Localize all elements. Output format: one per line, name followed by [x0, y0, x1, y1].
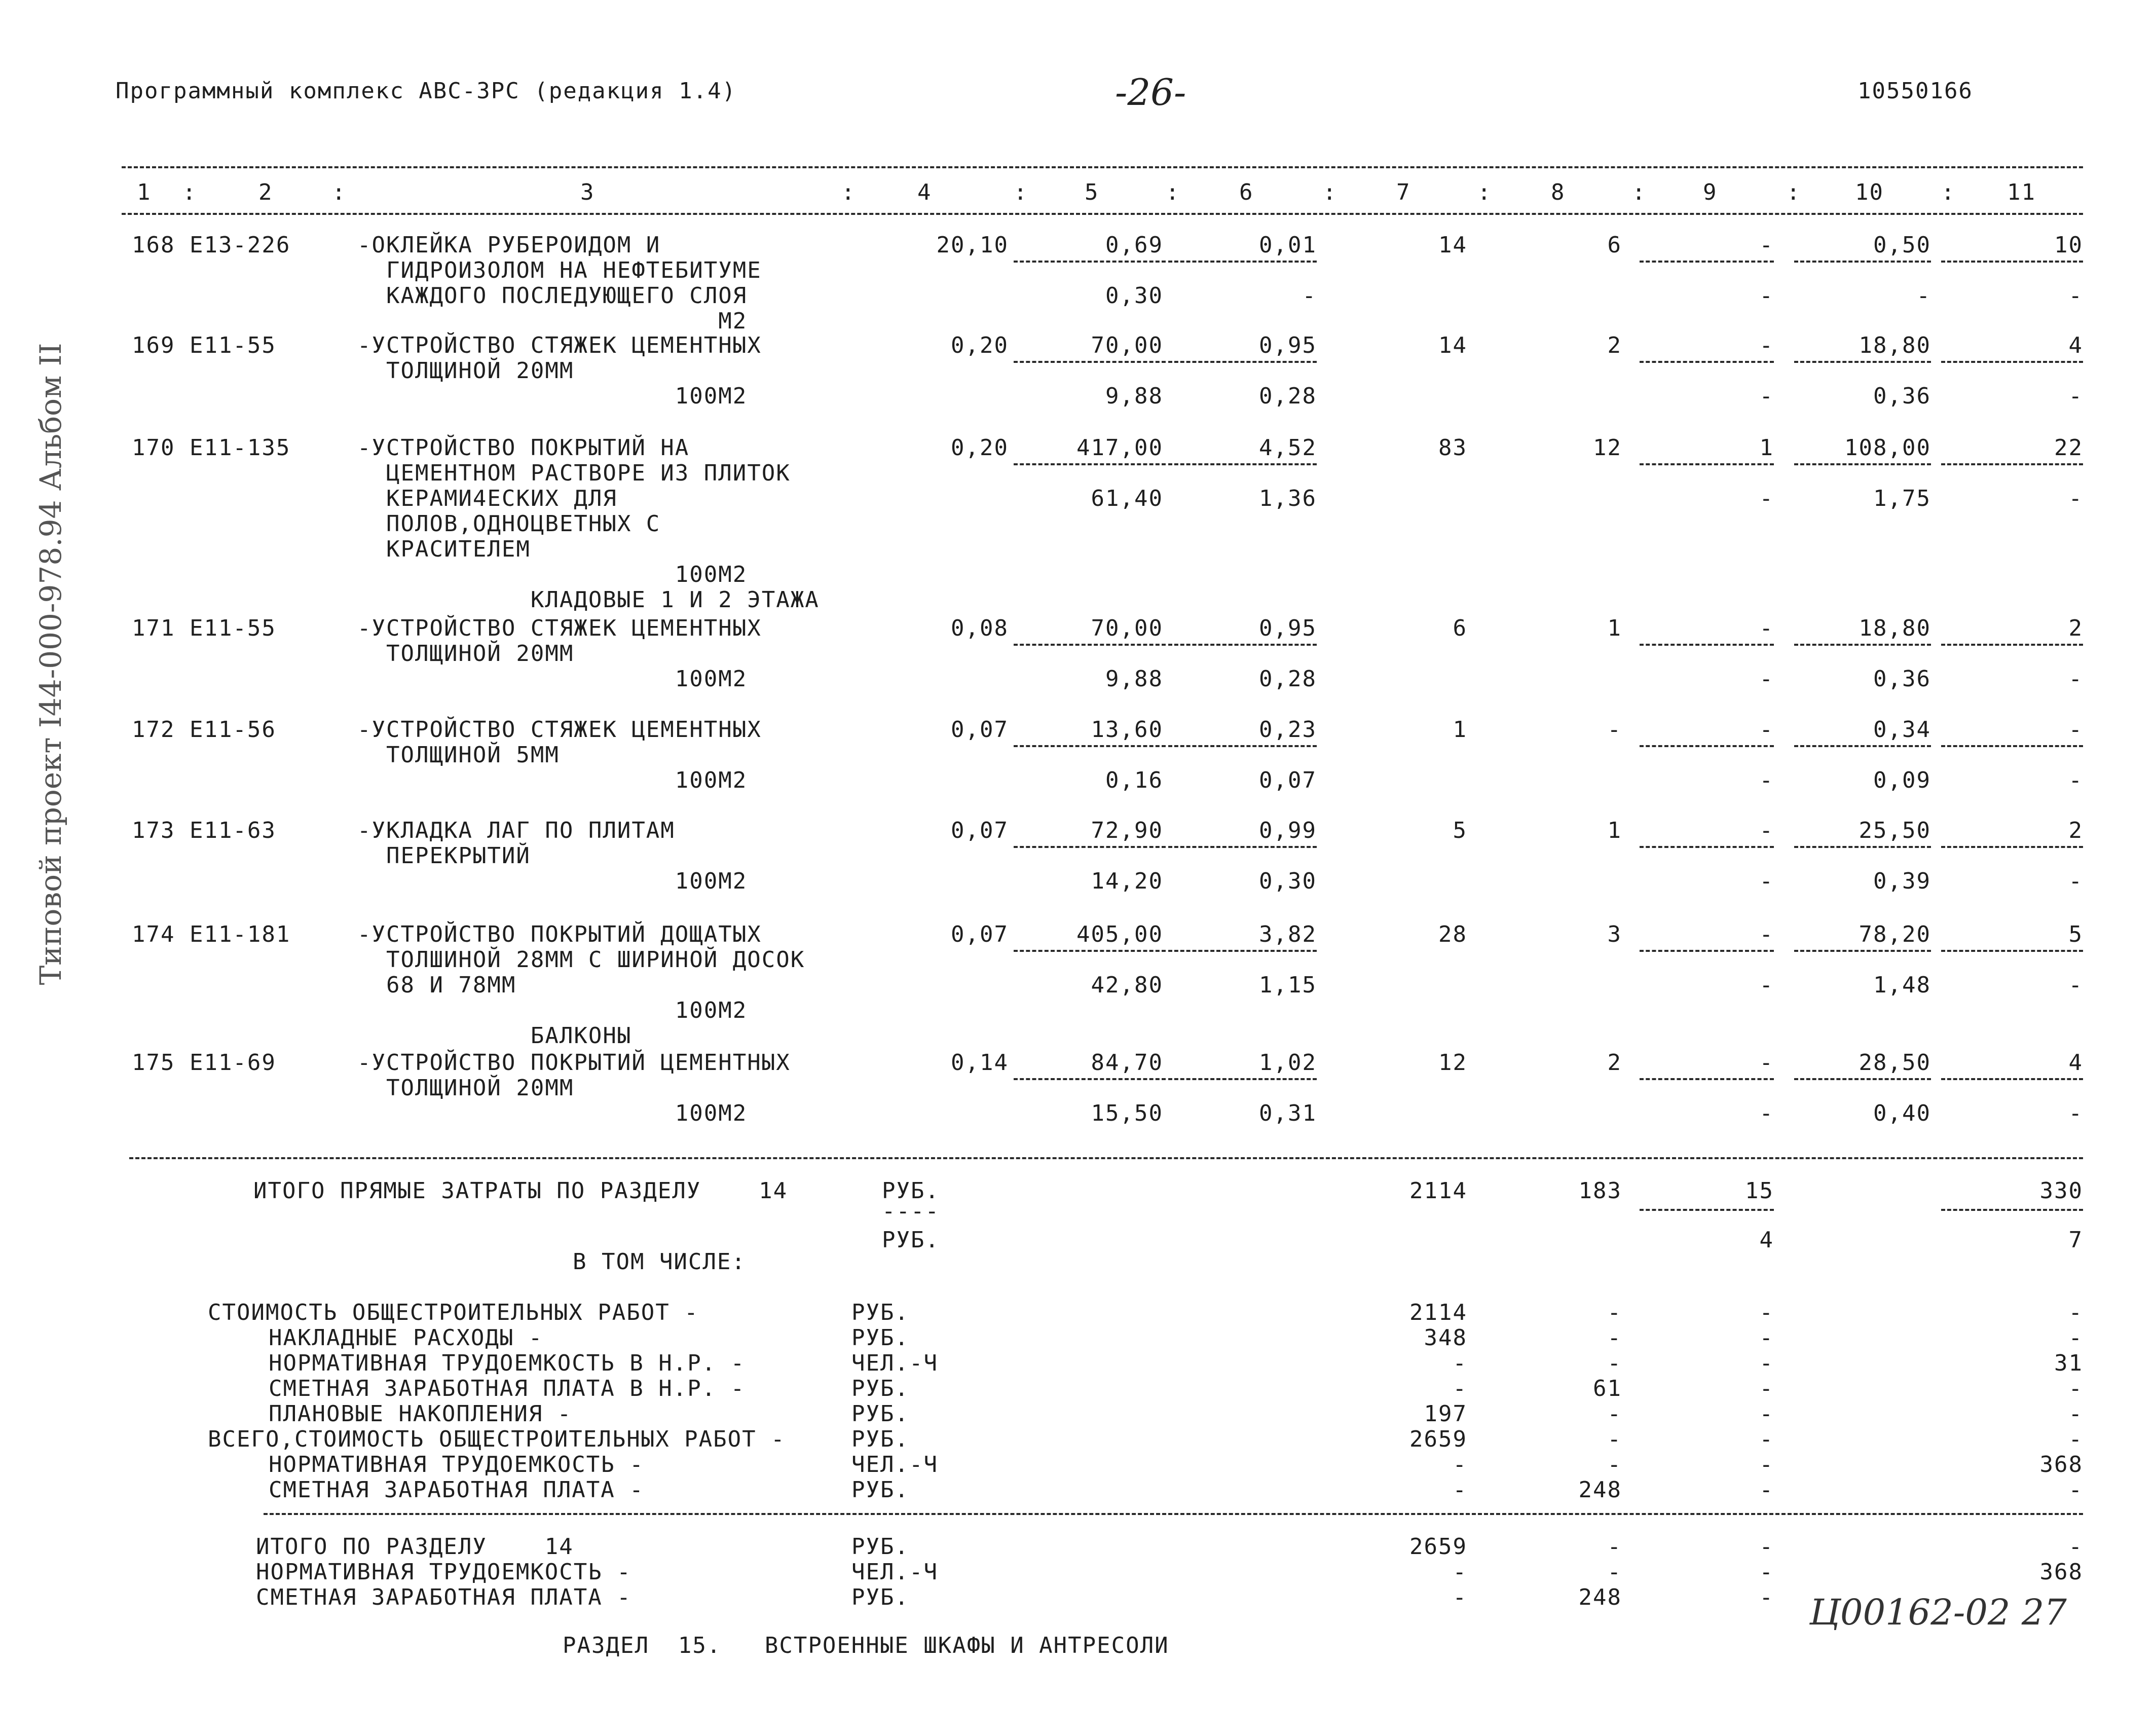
row-description: ПЕРЕКРЫТИЙ [357, 843, 531, 869]
cell-divider [1014, 361, 1166, 363]
cell-c11: 22 [2054, 435, 2083, 461]
cell-c8: 3 [1607, 921, 1622, 947]
breakdown-label: ПЛАНОВЫЕ НАКОПЛЕНИЯ - [269, 1401, 572, 1427]
total-label: СМЕТНАЯ ЗАРАБОТНАЯ ПЛАТА - [256, 1584, 631, 1610]
cell-c7: 5 [1453, 818, 1467, 843]
row-code: 169 Е11-55 [132, 333, 276, 358]
cell-divider [1941, 361, 2083, 363]
cell-c9: - [1759, 232, 1774, 258]
cell-c10: 28,50 [1859, 1050, 1931, 1076]
total-c9: - [1759, 1559, 1774, 1585]
row-description: М2 [357, 308, 748, 334]
cell-c9: - [1759, 1100, 1774, 1126]
total-c9: - [1759, 1584, 1774, 1610]
breakdown-c11: - [2068, 1376, 2083, 1401]
cell-divider [1640, 1078, 1774, 1080]
cell-c8: 2 [1607, 1050, 1622, 1076]
cell-c11: 4 [2068, 333, 2083, 358]
cell-divider [1014, 261, 1166, 263]
cell-c5: 70,00 [1091, 333, 1163, 358]
breakdown-c9: - [1759, 1325, 1774, 1351]
subtotal-c9b: 4 [1759, 1227, 1774, 1253]
column-header-3: 3 [580, 179, 595, 205]
breakdown-unit: ЧЕЛ.-Ч [851, 1350, 938, 1376]
cell-c4: 0,08 [951, 615, 1009, 641]
column-header-4: 4 [917, 179, 932, 205]
cell-c11: 2 [2068, 818, 2083, 843]
breakdown-c8: - [1607, 1426, 1622, 1452]
cell-divider [1941, 846, 2083, 848]
cell-c4: 0,14 [951, 1050, 1009, 1076]
cell-c6: 1,36 [1259, 486, 1317, 511]
row-description: ТОЛЩИНОЙ 20ММ [357, 641, 574, 667]
breakdown-c11: - [2068, 1300, 2083, 1325]
cell-c6: 0,30 [1259, 868, 1317, 894]
cell-c8: 1 [1607, 818, 1622, 843]
cell-c6: - [1302, 283, 1317, 309]
total-unit: РУБ. [851, 1534, 909, 1560]
cell-divider [1794, 261, 1931, 263]
cell-c10: 0,36 [1873, 383, 1931, 409]
cell-c4: 0,07 [951, 717, 1009, 743]
cell-c11: - [2068, 868, 2083, 894]
column-separator-4: : [1014, 179, 1028, 205]
cell-divider [1794, 950, 1931, 952]
cell-c11: - [2068, 666, 2083, 692]
row-description: ТОЛЩИНОЙ 20ММ [357, 358, 574, 384]
subtotal-divider [1941, 1209, 2083, 1211]
next-section-title: РАЗДЕЛ 15. ВСТРОЕННЫЕ ШКАФЫ И АНТРЕСОЛИ [563, 1633, 1169, 1658]
subtotal-c9: 15 [1745, 1178, 1774, 1204]
breakdown-unit: РУБ. [851, 1325, 909, 1351]
cell-c5: 9,88 [1105, 666, 1163, 692]
cell-c5: 0,30 [1105, 283, 1163, 309]
cell-c9: - [1759, 868, 1774, 894]
cell-c10: 1,75 [1873, 486, 1931, 511]
cell-c10: 78,20 [1859, 921, 1931, 947]
cell-divider [1014, 846, 1166, 848]
breakdown-unit: ЧЕЛ.-Ч [851, 1452, 938, 1478]
cell-c8: 2 [1607, 333, 1622, 358]
cell-divider [1014, 745, 1166, 747]
row-description: 100М2 [357, 868, 748, 894]
breakdown-c7: 2659 [1409, 1426, 1467, 1452]
subtotal-divider [1640, 1209, 1774, 1211]
cell-c7: 12 [1438, 1050, 1467, 1076]
row-description: -ОКЛЕЙКА РУБЕРОИДОМ И [357, 232, 661, 258]
breakdown-label: СТОИМОСТЬ ОБЩЕСТРОИТЕЛЬНЫХ РАБОТ - [208, 1300, 699, 1325]
cell-c10: 108,00 [1844, 435, 1931, 461]
cell-c6: 0,95 [1259, 615, 1317, 641]
breakdown-unit: РУБ. [851, 1300, 909, 1325]
cell-c7: 14 [1438, 333, 1467, 358]
breakdown-label: СМЕТНАЯ ЗАРАБОТНАЯ ПЛАТА В Н.Р. - [269, 1376, 746, 1401]
row-description: ТОЛШИНОЙ 28ММ С ШИРИНОЙ ДОСОК [357, 947, 805, 973]
cell-divider [1168, 463, 1317, 465]
cell-divider [1794, 745, 1931, 747]
cell-c8: - [1607, 717, 1622, 743]
cell-divider [1014, 463, 1166, 465]
cell-c7: 14 [1438, 232, 1467, 258]
cell-divider [1941, 644, 2083, 646]
cell-c11: - [2068, 486, 2083, 511]
breakdown-c7: - [1453, 1452, 1467, 1478]
cell-c9: - [1759, 1050, 1774, 1076]
column-header-8: 8 [1551, 179, 1566, 205]
cell-c9: - [1759, 921, 1774, 947]
row-code: 174 Е11-181 [132, 921, 291, 947]
row-code: 175 Е11-69 [132, 1050, 276, 1076]
cell-c4: 0,07 [951, 921, 1009, 947]
cell-c5: 0,16 [1105, 767, 1163, 793]
breakdown-c11: 31 [2054, 1350, 2083, 1376]
cell-c9: - [1759, 383, 1774, 409]
row-description: 68 И 78ММ [357, 972, 516, 998]
row-code: 171 Е11-55 [132, 615, 276, 641]
cell-divider [1941, 261, 2083, 263]
breakdown-c8: - [1607, 1325, 1622, 1351]
cell-divider [1168, 1078, 1317, 1080]
breakdown-label: НАКЛАДНЫЕ РАСХОДЫ - [269, 1325, 543, 1351]
cell-c10: 1,48 [1873, 972, 1931, 998]
row-code: 170 Е11-135 [132, 435, 291, 461]
row-description: 100М2 [357, 666, 748, 692]
subtotal-unit-2: РУБ. [882, 1227, 940, 1253]
breakdown-c8: - [1607, 1350, 1622, 1376]
cell-divider [1014, 950, 1166, 952]
cell-c8: 12 [1593, 435, 1622, 461]
cell-c5: 9,88 [1105, 383, 1163, 409]
cell-c7: 1 [1453, 717, 1467, 743]
row-description: КРАСИТЕЛЕМ [357, 536, 531, 562]
cell-c6: 0,31 [1259, 1100, 1317, 1126]
breakdown-c11: - [2068, 1426, 2083, 1452]
subtotal-c11b: 7 [2068, 1227, 2083, 1253]
cell-divider [1168, 261, 1317, 263]
cell-c10: 0,09 [1873, 767, 1931, 793]
total-c11: 368 [2039, 1559, 2083, 1585]
cell-c10: 0,40 [1873, 1100, 1931, 1126]
cell-c6: 0,28 [1259, 383, 1317, 409]
cell-c7: 6 [1453, 615, 1467, 641]
row-code: 172 Е11-56 [132, 717, 276, 743]
row-description: ГИДРОИЗОЛОМ НА НЕФТЕБИТУМЕ [357, 257, 762, 283]
column-separator-9: : [1787, 179, 1801, 205]
row-description: -УСТРОЙСТВО ПОКРЫТИЙ ДОЩАТЫХ [357, 921, 762, 947]
cell-c11: 10 [2054, 232, 2083, 258]
breakdown-c11: - [2068, 1477, 2083, 1503]
cell-divider [1014, 1078, 1166, 1080]
column-separator-1: : [182, 179, 197, 205]
cell-c9: 1 [1759, 435, 1774, 461]
breakdown-c7: 348 [1424, 1325, 1467, 1351]
cell-c6: 4,52 [1259, 435, 1317, 461]
breakdown-c9: - [1759, 1477, 1774, 1503]
cell-c9: - [1759, 717, 1774, 743]
cell-c4: 0,07 [951, 818, 1009, 843]
total-unit: РУБ. [851, 1584, 909, 1610]
cell-divider [1794, 1078, 1931, 1080]
subtotal-c8: 183 [1578, 1178, 1622, 1204]
breakdown-c8: - [1607, 1401, 1622, 1427]
cell-c10: 18,80 [1859, 615, 1931, 641]
cell-divider [1168, 361, 1317, 363]
cell-c9: - [1759, 666, 1774, 692]
cell-c11: - [2068, 972, 2083, 998]
cell-divider [1640, 950, 1774, 952]
cell-c5: 42,80 [1091, 972, 1163, 998]
cell-c10: 0,36 [1873, 666, 1931, 692]
cell-c6: 0,95 [1259, 333, 1317, 358]
row-description: 100М2 [357, 998, 748, 1023]
breakdown-unit: РУБ. [851, 1376, 909, 1401]
row-description: ТОЛЩИНОЙ 20ММ [357, 1075, 574, 1101]
breakdown-c7: 2114 [1409, 1300, 1467, 1325]
cell-divider [1794, 463, 1931, 465]
row-description: 100М2 [357, 1100, 748, 1126]
breakdown-label: СМЕТНАЯ ЗАРАБОТНАЯ ПЛАТА - [269, 1477, 644, 1503]
cell-divider [1794, 846, 1931, 848]
cell-divider [1640, 361, 1774, 363]
column-header-11: 11 [2007, 179, 2036, 205]
row-description: КЛАДОВЫЕ 1 И 2 ЭТАЖА [357, 587, 820, 613]
breakdown-c9: - [1759, 1452, 1774, 1478]
cell-divider [1941, 745, 2083, 747]
breakdown-c8: 248 [1578, 1477, 1622, 1503]
cell-c5: 14,20 [1091, 868, 1163, 894]
cell-c5: 13,60 [1091, 717, 1163, 743]
total-c7: 2659 [1409, 1534, 1467, 1560]
breakdown-c9: - [1759, 1300, 1774, 1325]
cell-c6: 1,02 [1259, 1050, 1317, 1076]
cell-c6: 3,82 [1259, 921, 1317, 947]
breakdown-c7: - [1453, 1376, 1467, 1401]
row-code: 168 Е13-226 [132, 232, 291, 258]
breakdown-c8: 61 [1593, 1376, 1622, 1401]
cell-c11: 2 [2068, 615, 2083, 641]
cell-c9: - [1759, 283, 1774, 309]
cell-c9: - [1759, 818, 1774, 843]
column-header-9: 9 [1703, 179, 1718, 205]
row-description: 100М2 [357, 562, 748, 587]
breakdown-unit: РУБ. [851, 1401, 909, 1427]
row-description: ЦЕМЕНТНОМ РАСТВОРЕ ИЗ ПЛИТОК [357, 460, 791, 486]
column-separator-2: : [332, 179, 347, 205]
row-description: 100М2 [357, 767, 748, 793]
row-description: -УСТРОЙСТВО СТЯЖЕК ЦЕМЕНТНЫХ [357, 717, 762, 743]
column-header-1: 1 [137, 179, 152, 205]
breakdown-label: ВСЕГО,СТОИМОСТЬ ОБЩЕСТРОИТЕЛЬНЫХ РАБОТ - [208, 1426, 786, 1452]
cell-c9: - [1759, 972, 1774, 998]
cell-divider [1640, 846, 1774, 848]
subtotal-unit: РУБ. [882, 1178, 940, 1204]
cell-divider [1941, 950, 2083, 952]
row-description: -УСТРОЙСТВО СТЯЖЕК ЦЕМЕНТНЫХ [357, 615, 762, 641]
breakdown-c7: - [1453, 1477, 1467, 1503]
total-label: ИТОГО ПО РАЗДЕЛУ 14 [256, 1534, 574, 1560]
cell-divider [1941, 463, 2083, 465]
cell-c6: 1,15 [1259, 972, 1317, 998]
cell-c10: 0,39 [1873, 868, 1931, 894]
cell-c11: - [2068, 1100, 2083, 1126]
cell-c5: 405,00 [1076, 921, 1163, 947]
cell-c5: 417,00 [1076, 435, 1163, 461]
cell-c8: 6 [1607, 232, 1622, 258]
row-description: КЕРАМИ4ЕСКИХ ДЛЯ [357, 486, 617, 511]
cell-c7: 28 [1438, 921, 1467, 947]
cell-c11: - [2068, 717, 2083, 743]
cell-divider [1168, 745, 1317, 747]
cell-c5: 72,90 [1091, 818, 1163, 843]
cell-c5: 61,40 [1091, 486, 1163, 511]
cell-c10: 0,50 [1873, 232, 1931, 258]
cell-c6: 0,99 [1259, 818, 1317, 843]
cell-divider [1941, 1078, 2083, 1080]
cell-c10: - [1916, 283, 1931, 309]
column-header-2: 2 [258, 179, 273, 205]
breakdown-c9: - [1759, 1350, 1774, 1376]
breakdown-unit: РУБ. [851, 1477, 909, 1503]
total-unit: ЧЕЛ.-Ч [851, 1559, 938, 1585]
column-separator-7: : [1477, 179, 1492, 205]
column-separator-3: : [841, 179, 856, 205]
column-header-7: 7 [1396, 179, 1411, 205]
cell-c8: 1 [1607, 615, 1622, 641]
table-top-rule [122, 166, 2083, 168]
row-description: БАЛКОНЫ [357, 1023, 632, 1049]
total-c7: - [1453, 1559, 1467, 1585]
cell-divider [1640, 644, 1774, 646]
cell-c10: 25,50 [1859, 818, 1931, 843]
row-description: ТОЛЩИНОЙ 5ММ [357, 742, 560, 768]
column-header-6: 6 [1239, 179, 1254, 205]
subtotal-c7: 2114 [1409, 1178, 1467, 1204]
cell-c9: - [1759, 615, 1774, 641]
cell-divider [1014, 644, 1166, 646]
subtotal-label: ИТОГО ПРЯМЫЕ ЗАТРАТЫ ПО РАЗДЕЛУ 14 [253, 1178, 788, 1204]
row-description: -УКЛАДКА ЛАГ ПО ПЛИТАМ [357, 818, 675, 843]
cell-divider [1794, 361, 1931, 363]
table-header-rule [122, 213, 2083, 215]
total-c9: - [1759, 1534, 1774, 1560]
cell-c4: 0,20 [951, 333, 1009, 358]
breakdown-c9: - [1759, 1426, 1774, 1452]
cell-c4: 0,20 [951, 435, 1009, 461]
column-separator-8: : [1632, 179, 1647, 205]
cell-divider [1168, 950, 1317, 952]
total-c8: - [1607, 1559, 1622, 1585]
cell-c5: 70,00 [1091, 615, 1163, 641]
breakdown-c8: - [1607, 1300, 1622, 1325]
cell-c5: 84,70 [1091, 1050, 1163, 1076]
cell-c10: 18,80 [1859, 333, 1931, 358]
cell-c6: 0,07 [1259, 767, 1317, 793]
breakdown-c9: - [1759, 1401, 1774, 1427]
cell-c4: 20,10 [936, 232, 1009, 258]
cell-c11: 4 [2068, 1050, 2083, 1076]
column-separator-10: : [1941, 179, 1956, 205]
breakdown-c11: - [2068, 1325, 2083, 1351]
document-number: 10550166 [1857, 78, 1973, 104]
cell-c11: - [2068, 383, 2083, 409]
totals-rule [264, 1513, 2083, 1515]
row-description: ПОЛОВ,ОДНОЦВЕТНЫХ С [357, 511, 661, 537]
total-c8: - [1607, 1534, 1622, 1560]
cell-c6: 0,23 [1259, 717, 1317, 743]
total-label: НОРМАТИВНАЯ ТРУДОЕМКОСТЬ - [256, 1559, 631, 1585]
subtotal-unit-underline: ---- [882, 1198, 940, 1224]
row-description: КАЖДОГО ПОСЛЕДУЮЩЕГО СЛОЯ [357, 283, 748, 309]
subtotal-c11: 330 [2039, 1178, 2083, 1204]
breakdown-c11: 368 [2039, 1452, 2083, 1478]
breakdown-unit: РУБ. [851, 1426, 909, 1452]
including-label: В ТОМ ЧИСЛЕ: [573, 1249, 746, 1275]
breakdown-c8: - [1607, 1452, 1622, 1478]
cell-c10: 0,34 [1873, 717, 1931, 743]
section-rule [129, 1157, 2083, 1159]
cell-c9: - [1759, 767, 1774, 793]
column-header-5: 5 [1085, 179, 1099, 205]
breakdown-c9: - [1759, 1376, 1774, 1401]
breakdown-c7: 197 [1424, 1401, 1467, 1427]
program-title: Программный комплекс АВС-3РС (редакция 1.4) [116, 78, 737, 104]
cell-c5: 15,50 [1091, 1100, 1163, 1126]
cell-c7: 83 [1438, 435, 1467, 461]
row-code: 173 Е11-63 [132, 818, 276, 843]
cell-c11: 5 [2068, 921, 2083, 947]
column-header-10: 10 [1855, 179, 1884, 205]
cell-divider [1640, 463, 1774, 465]
cell-c9: - [1759, 333, 1774, 358]
total-c11: - [2068, 1534, 2083, 1560]
breakdown-label: НОРМАТИВНАЯ ТРУДОЕМКОСТЬ - [269, 1452, 644, 1478]
column-separator-5: : [1166, 179, 1180, 205]
cell-c6: 0,28 [1259, 666, 1317, 692]
row-description: -УСТРОЙСТВО СТЯЖЕК ЦЕМЕНТНЫХ [357, 333, 762, 358]
cell-c11: - [2068, 767, 2083, 793]
cell-divider [1640, 261, 1774, 263]
cell-c11: - [2068, 283, 2083, 309]
cell-c9: - [1759, 486, 1774, 511]
cell-divider [1168, 846, 1317, 848]
total-c7: - [1453, 1584, 1467, 1610]
breakdown-c7: - [1453, 1350, 1467, 1376]
side-stamp: Типовой проект I44-000-978.94 Альбом II [33, 343, 68, 985]
page-number: -26- [1115, 71, 1186, 114]
cell-c6: 0,01 [1259, 232, 1317, 258]
handwritten-code: Ц00162-02 27 [1809, 1592, 2067, 1633]
breakdown-c11: - [2068, 1401, 2083, 1427]
breakdown-label: НОРМАТИВНАЯ ТРУДОЕМКОСТЬ В Н.Р. - [269, 1350, 746, 1376]
row-description: 100М2 [357, 383, 748, 409]
total-c8: 248 [1578, 1584, 1622, 1610]
row-description: -УСТРОЙСТВО ПОКРЫТИЙ ЦЕМЕНТНЫХ [357, 1050, 791, 1076]
cell-divider [1168, 644, 1317, 646]
cell-c5: 0,69 [1105, 232, 1163, 258]
column-separator-6: : [1323, 179, 1337, 205]
row-description: -УСТРОЙСТВО ПОКРЫТИЙ НА [357, 435, 690, 461]
cell-divider [1640, 745, 1774, 747]
cell-divider [1794, 644, 1931, 646]
